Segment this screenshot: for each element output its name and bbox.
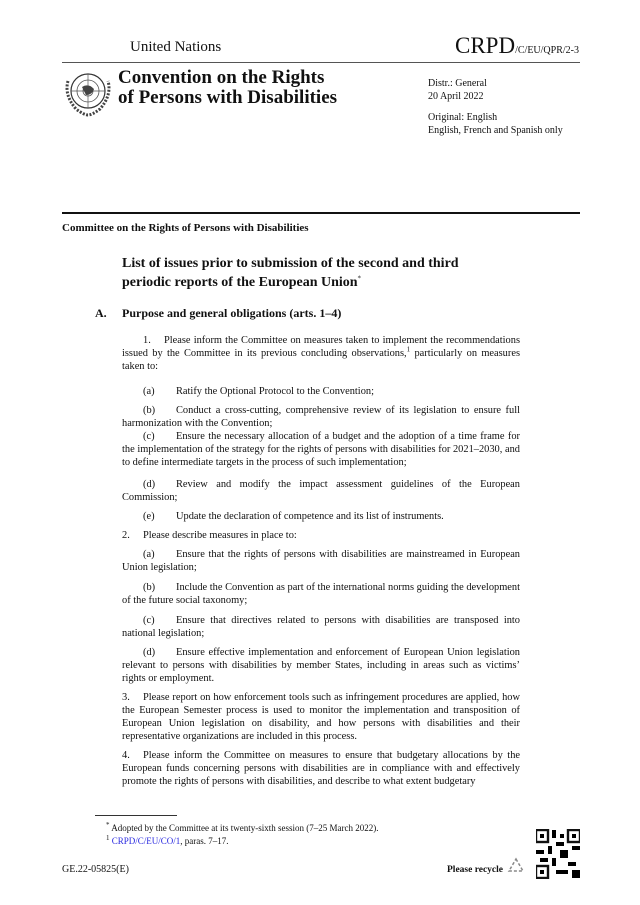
paragraph-3 xyxy=(122,691,520,743)
item-text: Ensure that the rights of persons with disabilities are mainstreamed in European Union legislation; xyxy=(122,549,520,573)
footnote-1 xyxy=(106,835,378,848)
languages: English, French and Spanish only xyxy=(428,125,563,136)
item-label: (a) xyxy=(143,386,155,397)
paragraph-4 xyxy=(122,749,520,788)
para-text: Please inform the Committee on measures to ensure that budgetary allocations by the European funds concerning persons with disabilities are in compliance with and effectively promote the rights of persons with disabilities, and describe to what extent budgetary xyxy=(122,750,520,787)
paragraph-1 xyxy=(122,334,520,373)
para-num: 1. xyxy=(143,335,151,346)
item-1e xyxy=(122,510,520,523)
item-label: (c) xyxy=(143,431,155,442)
item-text: Ensure the necessary allocation of a budget and the adoption of a time frame for the implementation of the strategy for the rights of persons with disabilities for 2021–2030, and to define intermediate targets in the process of such implementation; xyxy=(122,431,520,468)
document-title xyxy=(122,254,459,292)
item-text: Ratify the Optional Protocol to the Convention; xyxy=(176,386,374,397)
org-name: United Nations xyxy=(130,39,222,55)
footnote-mark: 1 xyxy=(106,834,110,842)
footnote-text: , paras. 7–17. xyxy=(180,836,229,846)
date: 20 April 2022 xyxy=(428,91,484,102)
item-2a xyxy=(122,548,520,574)
committee-heading: Committee on the Rights of Persons with Disabilities xyxy=(62,222,309,234)
section-rule xyxy=(62,212,580,214)
item-2d xyxy=(122,646,520,685)
item-2b xyxy=(122,581,520,607)
distribution-info xyxy=(428,77,563,137)
para-num: 4. xyxy=(122,750,130,761)
item-1c xyxy=(122,430,520,469)
item-text: Include the Convention as part of the international norms guiding the development of the future social taxonomy; xyxy=(122,582,520,606)
footnote-rule xyxy=(95,815,177,816)
title-line-2: of Persons with Disabilities xyxy=(118,87,338,108)
item-label: (a) xyxy=(143,549,155,560)
para-text: Please inform the Committee on measures taken to implement the recommendations issued by the Committee in its previous concluding observations, xyxy=(122,335,520,359)
doc-title-line-2: periodic reports of the European Union xyxy=(122,275,358,290)
original-language: Original: English xyxy=(428,112,498,123)
item-1d xyxy=(122,478,520,504)
section-heading xyxy=(95,306,341,321)
job-number: GE.22-05825(E) xyxy=(62,864,129,875)
qr-code-icon xyxy=(536,829,580,879)
footnote-mark: * xyxy=(106,821,110,829)
header-rule xyxy=(62,62,580,63)
section-label: A. xyxy=(95,306,107,320)
item-text: Review and modify the impact assessment guidelines of the European Commission; xyxy=(122,479,520,503)
item-text: Update the declaration of competence and its list of instruments. xyxy=(176,511,444,522)
item-label: (b) xyxy=(143,405,156,416)
para-num: 3. xyxy=(122,692,130,703)
para-num: 2. xyxy=(122,530,130,541)
footnote-link[interactable]: CRPD/C/EU/CO/1 xyxy=(111,836,181,846)
item-1a xyxy=(122,385,520,398)
footnote-ref[interactable]: * xyxy=(357,274,362,283)
item-text: Conduct a cross-cutting, comprehensive review of its legislation to ensure full harmonization with the Convention; xyxy=(122,405,520,429)
un-emblem-icon xyxy=(62,67,114,119)
footnote-ref[interactable]: 1 xyxy=(406,345,411,354)
convention-title xyxy=(118,68,337,108)
recycle-text: Please recycle xyxy=(447,865,503,875)
para-text: Please describe measures in place to: xyxy=(143,530,297,541)
item-label: (d) xyxy=(143,479,156,490)
symbol-rest: /C/EU/QPR/2-3 xyxy=(515,45,579,56)
document-symbol xyxy=(455,33,579,59)
section-title: Purpose and general obligations (arts. 1–4) xyxy=(122,306,342,320)
item-label: (d) xyxy=(143,647,156,658)
item-2c xyxy=(122,614,520,640)
item-label: (c) xyxy=(143,615,155,626)
distr: Distr.: General xyxy=(428,78,487,89)
paragraph-2 xyxy=(122,529,520,542)
footnotes xyxy=(106,822,378,848)
para-text: Please report on how enforcement tools such as infringement procedures are applied, how the European Semester process is used to monitor the implementation and transposition of European Union legislation on disability, and how persons with disabilities and their representative organizations are included in this process. xyxy=(122,692,520,742)
doc-title-line-1: List of issues prior to submission of the second and third xyxy=(122,256,459,271)
footnote-text: Adopted by the Committee at its twenty-sixth session (7–25 March 2022). xyxy=(111,823,379,833)
item-1b xyxy=(122,404,520,430)
item-text: Ensure that directives related to persons with disabilities are transposed into national legislation; xyxy=(122,615,520,639)
footnote-star xyxy=(106,822,378,835)
item-text: Ensure effective implementation and enforcement of European Union legislation relevant to persons with disabilities by member States, including in areas such as victims’ rights or employment. xyxy=(122,647,520,684)
item-label: (e) xyxy=(143,511,155,522)
para-text: particularly on measures taken to: xyxy=(122,348,520,372)
item-label: (b) xyxy=(143,582,156,593)
title-line-1: Convention on the Rights xyxy=(118,67,325,88)
symbol-main: CRPD xyxy=(455,33,516,58)
recycle-icon xyxy=(505,856,527,878)
